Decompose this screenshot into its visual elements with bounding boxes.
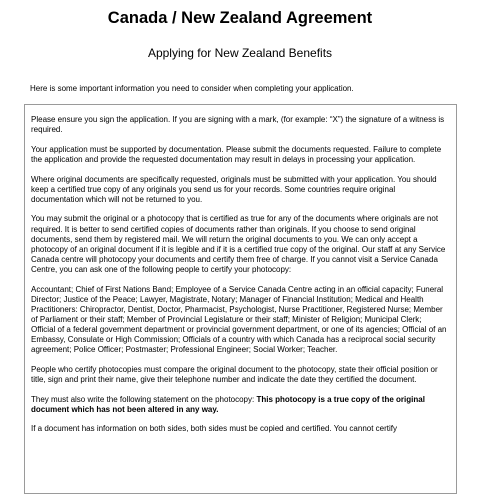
signature-paragraph: Please ensure you sign the application. If you are signing with a mark, (for example: “X”) the signature of a witness is required. [31, 115, 445, 135]
intro-text: Here is some important information you need to consider when completing your application. [30, 84, 354, 93]
original-documents-paragraph: Where original documents are specifically requested, originals must be submitted with your application. You should keep a certified true copy of any originals you send us for your records. Some countries require original documentation which will not be returned to you. [31, 174, 437, 204]
statement-text: This photocopy is a true copy of the original document which has not been altered in any way. [31, 394, 425, 414]
certifier-list-paragraph: Accountant; Chief of First Nations Band; Employee of a Service Canada Centre acting in an official capacity; Funeral Director; Justice of the Peace; Lawyer, Magistrate, Notary; Manager of Financial Institution; Medical and Health Practitioners: Chiropractor, Dentist, Doctor, Pharmacist, Psychologist, Nurse Practitioner, Registered Nurse; Member of Parliament or their staff; Member of Provincial Legislature or their staff; Minister of Religion; Municipal Clerk; Official of a federal government department or provincial government department, or one of its agencies; Official of an Embassy, Consulate or High Commission; Officials of a country with which Canada has a reciprocal social security agreement; Police Officer; Postmaster; Professional Engineer; Social Worker; Teacher. [31, 284, 447, 355]
important-information-box [24, 104, 457, 494]
document-subtitle: Applying for New Zealand Benefits [147, 46, 333, 60]
important-information-content [31, 115, 447, 444]
documentation-paragraph: Your application must be supported by documentation. Please submit the documents requested. Failure to complete the application and provide the requested documentation may result in delays in processing your application. [31, 144, 442, 164]
statement-paragraph [31, 395, 447, 415]
certifier-requirements-paragraph: People who certify photocopies must compare the original document to the photocopy, state their official position or title, sign and print their name, give their telephone number and indicate the date they certified the document. [31, 364, 438, 384]
document-title: Canada / New Zealand Agreement [107, 9, 373, 27]
certified-copy-paragraph: You may submit the original or a photocopy that is certified as true for any of the documents where originals are not required. It is better to send certified copies of documents rather than originals. If you choose to send original documents, send them by registered mail. We will return the original documents to you. We can only accept a photocopy of an original document if it is legible and if it is a certified true copy of the original. Our staff at any Service Canada centre will photocopy your documents and certify them free of charge. If you cannot visit a Service Canada Centre, you can ask one of the following people to certify your photocopy: [31, 214, 446, 274]
two-sided-document-paragraph: If a document has information on both sides, both sides must be copied and certified. You cannot certify [31, 424, 397, 434]
statement-lead: They must also write the following statement on the photocopy: [31, 394, 257, 404]
